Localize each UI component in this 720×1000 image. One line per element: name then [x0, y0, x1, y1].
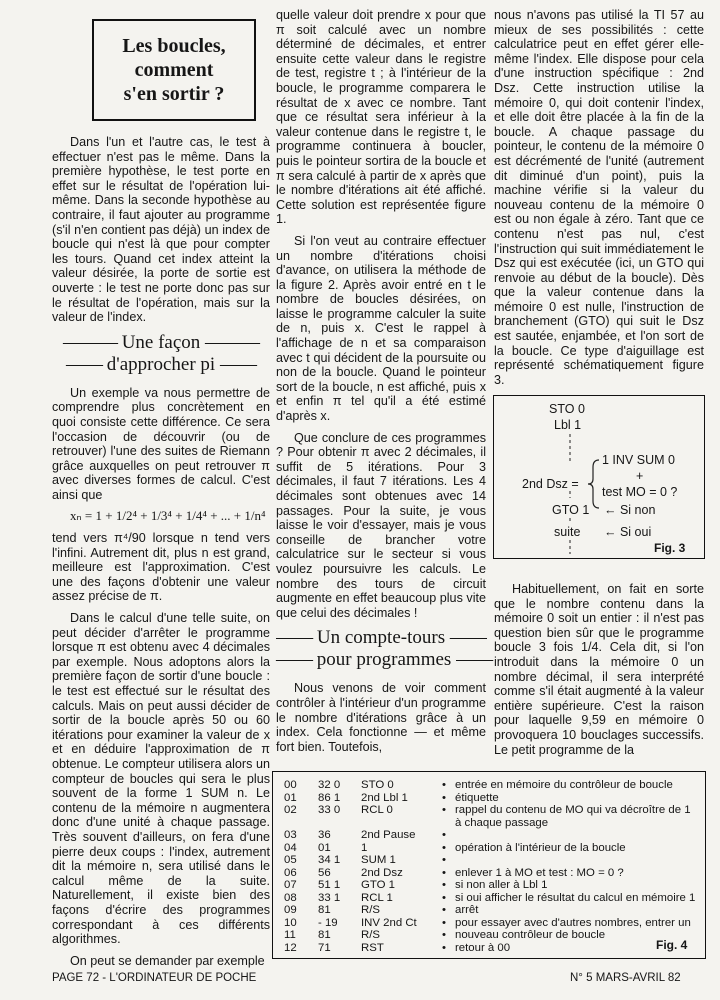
figure-4-program-table — [272, 771, 706, 959]
bullet-icon: • — [442, 929, 446, 941]
bullet-icon: • — [442, 879, 446, 891]
step-cell: 02 — [284, 804, 297, 816]
comment-cell: retour à 00 — [455, 941, 511, 954]
key-cell: 1 — [361, 841, 368, 854]
comment-cell: arrêt — [455, 904, 479, 916]
step-cell: 00 — [284, 779, 297, 791]
step-cell: 12 — [284, 941, 297, 954]
article-title-box — [92, 19, 256, 121]
table-row — [273, 804, 705, 817]
code-cell: 34 1 — [318, 854, 341, 866]
table-row — [273, 904, 705, 917]
bullet-icon: • — [442, 891, 446, 904]
col1-paragraph-5: On peut se demander par exemple — [70, 953, 265, 968]
fig3-sto: STO 0 — [549, 402, 585, 416]
comment-cell: si non aller à Lbl 1 — [455, 879, 548, 891]
table-row — [273, 842, 705, 855]
code-cell: 71 — [318, 941, 331, 954]
key-cell: R/S — [361, 904, 380, 916]
step-cell: 05 — [284, 854, 297, 866]
subheading-line-2: d'approcher pi — [106, 353, 216, 375]
fig3-inv-sum: 1 INV SUM 0 — [602, 453, 675, 467]
col1-paragraph-3: tend vers π⁴/90 lorsque n tend vers l'infini. Autrement dit, plus n est grand, meilleure est l'approximation. C'est une des façons d'obtenir une valeur assez précise de π. — [52, 531, 270, 604]
bullet-icon: • — [442, 779, 446, 791]
code-cell: 86 1 — [318, 791, 341, 804]
key-cell: STO 0 — [361, 779, 394, 791]
key-cell: RCL 0 — [361, 804, 393, 816]
col3-paragraph-2: Habituellement, on fait en sorte que le nombre contenu dans la mémoire 0 soit un entier : il n'est pas question bien sûr que le programme boucle 3 fois 1/4. Cela dit, si l'on introduit dans la mémoire 0 un nombre décimal, il sera interprété comme s'il était augmenté à la valeur entière supérieure. C'est la raison pour laquelle 9,59 en mémoire 0 provoquera 10 bouclages successifs. Le petit programme de la — [494, 582, 704, 757]
fig3-suite: suite — [554, 525, 581, 539]
figure-3-diagram — [493, 395, 705, 559]
subheading-line-1: Une façon — [121, 331, 201, 353]
bullet-icon: • — [442, 904, 446, 916]
bullet-icon: • — [442, 791, 446, 804]
footer-left: PAGE 72 - L'ORDINATEUR DE POCHE — [52, 972, 257, 984]
code-cell: 51 1 — [318, 879, 341, 891]
code-cell: - 19 — [318, 916, 338, 929]
table-row — [273, 867, 705, 880]
step-cell: 08 — [284, 891, 297, 904]
bullet-icon: • — [442, 804, 446, 816]
subheading-line-2: pour programmes — [316, 649, 452, 671]
comment-cell: entrée en mémoire du contrôleur de boucle — [455, 779, 673, 791]
fig3-dsz: 2nd Dsz = — [522, 477, 579, 491]
code-cell: 33 1 — [318, 891, 341, 904]
key-cell: SUM 1 — [361, 854, 396, 866]
col3-paragraph-1: nous n'avons pas utilisé la TI 57 au mieux de ses possibilités : cette calculatrice peut en effet gérer elle-même l'index. Elle dispose pour cela d'une instruction spécifique : 2nd Dsz. Cette instruction utilise la mémoire 0, qui doit contenir l'index, et elle doit être placée à la fin de la boucle. A chaque passage du pointeur, le contenu de la mémoire 0 est décrémenté de l'unité (autrement dit diminué d'un point), puis la machine vérifie si la valeur du nouveau contenu de la mémoire 0 est ou non égale à zéro. Tant que ce contenu n'est pas nul, c'est l'instruction qui suit immédiatement le Dsz qui est exécutée (ici, un GTO qui renvoie au début de la boucle). Dès que la valeur contenue dans la mémoire 0 est nulle, l'instruction de branchement (GTO) qui suit le Dsz est sautée, enjambée, et l'on sort de la boucle. Ce type d'aiguillage est représenté schématiquement figure 3. — [494, 8, 704, 387]
column-2 — [276, 8, 493, 761]
step-cell: 01 — [284, 791, 297, 804]
col1-paragraph-2: Un exemple va nous permettre de comprendre plus concrètement en quoi consiste cette différence. Ce sera l'occasion de découvrir (ou de retrouver) l'une des suites de Riemann grâce auxquelles on peut retrouver π avec diverses formes de calcul. C'est ainsi que — [52, 385, 270, 502]
step-cell: 03 — [284, 829, 297, 841]
step-cell: 11 — [284, 929, 296, 941]
fig3-plus: + — [636, 469, 644, 483]
bullet-icon: • — [442, 841, 446, 854]
table-row — [273, 779, 705, 792]
subheading-approcher-pi: ——— Une façon ——— —— d'approcher pi —— — [62, 331, 260, 375]
step-cell: 04 — [284, 841, 297, 854]
fig3-si-non: ← Si non — [604, 503, 656, 517]
subheading-line-1: Un compte-tours — [316, 627, 446, 649]
code-cell: 36 — [318, 829, 331, 841]
table-row — [273, 892, 705, 905]
bullet-icon: • — [442, 829, 446, 841]
comment-cell: opération à l'intérieur de la boucle — [455, 841, 626, 854]
fig4-label: Fig. 4 — [656, 938, 688, 952]
table-row — [273, 829, 705, 842]
table-row — [273, 817, 705, 830]
key-cell: RST — [361, 941, 384, 954]
subheading-compte-tours: —— Un compte-tours —— —— pour programmes —— — [276, 627, 493, 671]
table-row — [273, 792, 705, 805]
key-cell: 2nd Dsz — [361, 866, 403, 879]
riemann-formula: xₙ = 1 + 1/2⁴ + 1/3⁴ + 1/4⁴ + ... + 1/n⁴ — [70, 508, 266, 524]
column-3-lower — [494, 582, 704, 764]
col2-paragraph-1: quelle valeur doit prendre x pour que π soit calculé avec un nombre déterminé de décimales, et entrer ensuite cette valeur dans le registre de test, registre t ; à l'intérieur de la boucle, le programme comparera le résultat de x avec ce nombre. Tant que ce résultat sera inférieur à la valeur contenue dans le registre t, le programme continuera à boucler, puis le pointeur sortira de la boucle et π sera calculé à partir de x après que le nombre d'itérations ait été affiché. Cette solution est représentée figure 1. — [276, 8, 486, 227]
fig3-label: Fig. 3 — [654, 541, 686, 555]
code-cell: 56 — [318, 866, 331, 879]
step-cell: 09 — [284, 904, 297, 916]
footer-right: N° 5 MARS-AVRIL 82 — [570, 972, 681, 984]
step-cell: 10 — [284, 916, 297, 929]
comment-cell: étiquette — [455, 791, 499, 804]
comment-cell: enlever 1 à MO et test : MO = 0 ? — [455, 866, 624, 879]
article-title: Les boucles, comment s'en sortir ? — [122, 35, 226, 105]
step-cell: 06 — [284, 866, 297, 879]
step-cell: 07 — [284, 879, 297, 891]
col2-paragraph-4: Nous venons de voir comment contrôler à l'intérieur d'un programme le nombre d'itérations grâce à un index. Cela fonctionne — et même fort bien. Toutefois, — [276, 681, 486, 754]
fig3-test: test MO = 0 ? — [602, 485, 678, 499]
code-cell: 01 — [318, 841, 331, 854]
col1-paragraph-1: Dans l'un et l'autre cas, le test à effectuer n'est pas le même. Dans la première hypothèse, le test porte en effet sur le résultat de l'opération lui-même. Dans la seconde hypothèse au contraire, il faut ajouter au programme (s'il n'en contient pas déjà) un index de boucle qui n'est là que pour compter les tours. Quand cet index atteint la valeur désirée, la porte de sortie est ouverte : le test ne porte donc pas sur le résultat de l'opération, mais sur la valeur de l'index. — [52, 135, 270, 325]
column-1 — [52, 135, 270, 975]
table-row — [273, 917, 705, 930]
fig3-gto: GTO 1 — [552, 503, 590, 517]
table-row — [273, 942, 705, 955]
bullet-icon: • — [442, 854, 446, 866]
code-cell: 81 — [318, 929, 331, 941]
bullet-icon: • — [442, 941, 446, 954]
comment-cell: si oui afficher le résultat du calcul en mémoire 1 — [455, 891, 696, 904]
comment-cell: à chaque passage — [455, 816, 549, 829]
comment-cell: nouveau contrôleur de boucle — [455, 929, 606, 941]
table-row — [273, 854, 705, 867]
bullet-icon: • — [442, 866, 446, 879]
key-cell: RCL 1 — [361, 891, 393, 904]
fig3-si-oui: ← Si oui — [604, 525, 652, 539]
col2-paragraph-3: Que conclure de ces programmes ? Pour obtenir π avec 2 décimales, il suffit de 5 itérations. Pour 3 décimales, il faut 7 itérations. Les 4 décimales sont obtenues avec 14 passages. Pour la suite, je vous laisse le voir d'essayer, mais je vous conseille de brancher votre calculatrice sur le secteur si vous voulez poursuivre les calculs. Le nombre des tours de circuit augmente en effet beaucoup plus vite que celui des décimales ! — [276, 430, 486, 620]
fig3-lbl: Lbl 1 — [554, 418, 582, 432]
table-row — [273, 929, 705, 942]
key-cell: 2nd Pause — [361, 829, 416, 841]
col1-paragraph-4: Dans le calcul d'une telle suite, on peut décider d'arrêter le programme lorsque π est obtenu avec 4 décimales par exemple. Nous adoptons alors la première façon de sortir d'une boucle : le test est effectué sur le résultat des calculs. Mais on peut aussi décider de sortir de la boucle après 50 ou 60 itérations pour examiner la valeur de x et en déduire l'approximation de π obtenue. Le compteur utilisera alors un compteur de boucles qui sera le plus souvent de la forme 1 SUM n. Le contenu de la mémoire n augmentera donc d'une unité à chaque passage. Très souvent d'ailleurs, on fera d'une pierre deux coups : l'index, autrement dit la mémoire n, sera utilisé dans le calcul même de la suite. Naturellement, il existe bien des façons d'écrire des programmes correspondant à ces différents algorithmes. — [52, 611, 270, 947]
comment-cell: rappel du contenu de MO qui va décroître de 1 — [455, 804, 691, 816]
key-cell: R/S — [361, 929, 380, 941]
column-3 — [494, 8, 704, 394]
bullet-icon: • — [442, 916, 446, 929]
code-cell: 33 0 — [318, 804, 341, 816]
table-row — [273, 879, 705, 892]
comment-cell: pour essayer avec d'autres nombres, entrer un — [455, 916, 691, 929]
code-cell: 32 0 — [318, 779, 341, 791]
key-cell: GTO 1 — [361, 879, 395, 891]
key-cell: INV 2nd Ct — [361, 916, 417, 929]
key-cell: 2nd Lbl 1 — [361, 791, 408, 804]
code-cell: 81 — [318, 904, 331, 916]
col2-paragraph-2: Si l'on veut au contraire effectuer un nombre d'itérations choisi d'avance, on utilisera la méthode de la figure 2. Après avoir entré en t le nombre de boucles désirées, on laisse le programme calculer la suite de n, puis x. C'est le rappel à l'affichage de n et sa comparaison avec t qui décident de la poursuite ou non de la boucle. Quand le pointeur sort de la boucle, n est affiché, puis x et enfin π tel qu'il a été estimé d'après x. — [276, 233, 486, 424]
